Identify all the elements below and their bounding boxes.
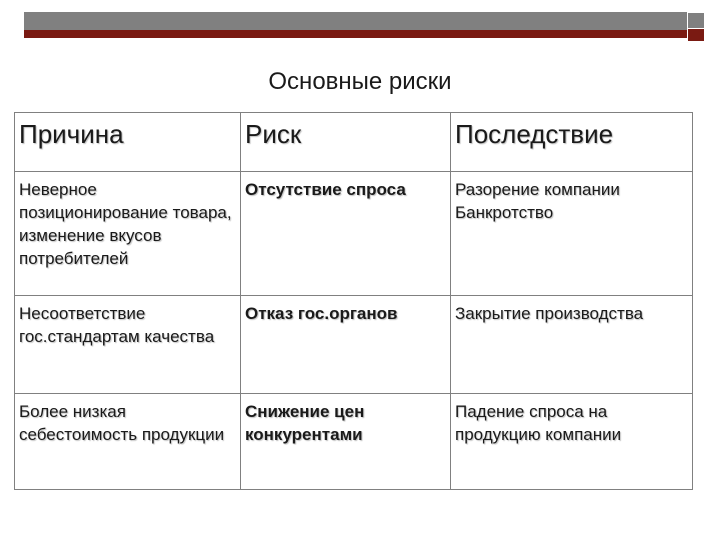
cell-risk: Отсутствие спроса	[241, 172, 451, 296]
cell-consequence: Разорение компании Банкротство	[451, 172, 693, 296]
column-header-cause: Причина	[15, 113, 241, 172]
cell-risk: Снижение цен конкурентами	[241, 394, 451, 490]
cell-cause: Несоответствие гос.стандартам качества	[15, 296, 241, 394]
slide-title: Основные риски	[268, 68, 452, 95]
cell-consequence: Падение спроса на продукцию компании	[451, 394, 693, 490]
top-decorative-bar	[24, 12, 688, 30]
cell-risk: Отказ гос.органов	[241, 296, 451, 394]
table-header-row	[15, 113, 693, 172]
column-header-risk: Риск	[241, 113, 451, 172]
table-row	[15, 172, 693, 296]
cell-consequence: Закрытие производства	[451, 296, 693, 394]
cell-cause: Более низкая себестоимость продукции	[15, 394, 241, 490]
cell-cause: Неверное позиционирование товара, изменение вкусов потребителей	[15, 172, 241, 296]
corner-square-red	[687, 28, 705, 42]
risks-table	[14, 112, 693, 490]
top-decorative-stripe	[24, 30, 688, 38]
table-row	[15, 296, 693, 394]
column-header-consequence: Последствие	[451, 113, 693, 172]
table-row	[15, 394, 693, 490]
